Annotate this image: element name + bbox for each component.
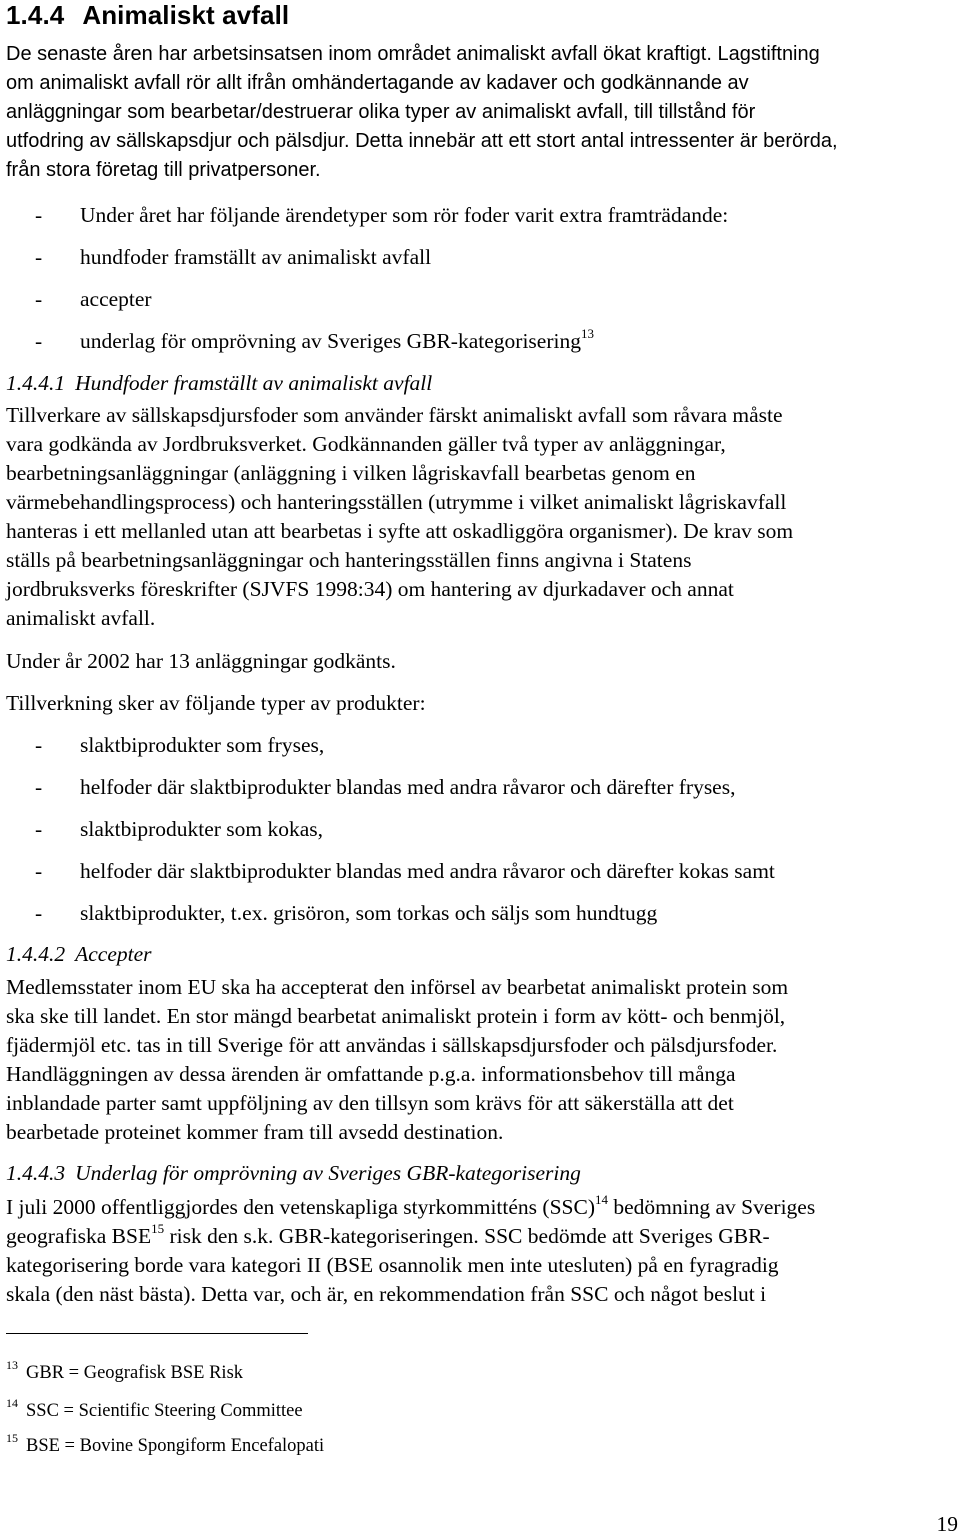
footnote-ref: 14 xyxy=(595,1191,608,1207)
footnote-number: 15 xyxy=(6,1430,18,1445)
paragraph-line: bearbetade proteinet kommer fram till avsedd destination. xyxy=(6,1120,504,1144)
list-item-text: slaktbiprodukter, t.ex. grisöron, som torkas och säljs som hundtugg xyxy=(80,901,658,925)
intro-line: anläggningar som bearbetar/destruerar olika typer av animaliskt avfall, till tillstånd för xyxy=(6,101,756,123)
list-item-label: underlag för omprövning av Sveriges GBR-kategorisering xyxy=(80,329,581,353)
list-dash: - xyxy=(35,901,43,925)
footnote xyxy=(6,1357,244,1385)
list-dash: - xyxy=(35,817,43,841)
footnote xyxy=(6,1430,325,1458)
footnote-text: SSC = Scientific Steering Committee xyxy=(26,1401,303,1421)
paragraph-line xyxy=(6,1193,958,1222)
subsection-heading xyxy=(6,940,152,969)
section-number: 1.4.4 xyxy=(6,0,65,30)
subsection-title: Underlag för omprövning av Sveriges GBR-kategorisering xyxy=(75,1161,581,1185)
paragraph-line: Handläggningen av dessa ärenden är omfattande p.g.a. informationsbehov till många xyxy=(6,1062,736,1086)
list-item-text: helfoder där slaktbiprodukter blandas med andra råvaror och därefter kokas samt xyxy=(80,859,775,883)
paragraph-line: värmebehandlingsprocess) och hanteringsställen (utrymme i vilket animaliskt lågriskavfall xyxy=(6,490,787,514)
list-dash: - xyxy=(35,203,43,227)
footnote-text: BSE = Bovine Spongiform Encefalopati xyxy=(26,1436,325,1456)
paragraph-line: fjädermjöl etc. tas in till Sverige för att användas i sällskapsdjursfoder och pälsdjursfoder. xyxy=(6,1033,778,1057)
subsection-title: Accepter xyxy=(75,942,152,966)
subsection-number: 1.4.4.3 xyxy=(6,1161,66,1185)
intro-paragraph xyxy=(6,40,958,185)
footnote xyxy=(6,1395,303,1423)
intro-line: utfodring av sällskapsdjur och pälsdjur. Detta innebär att ett stort antal intressenter är berörda, xyxy=(6,130,838,152)
paragraph-line: inblandade parter samt uppföljning av den tillsyn som krävs för att säkerställa att det xyxy=(6,1091,734,1115)
list-dash: - xyxy=(35,329,43,353)
subsection-number: 1.4.4.1 xyxy=(6,371,66,395)
subsection-number: 1.4.4.2 xyxy=(6,942,66,966)
paragraph xyxy=(6,1193,958,1309)
subsection-heading xyxy=(6,1159,581,1188)
list-item-text: helfoder där slaktbiprodukter blandas med andra råvaror och därefter fryses, xyxy=(80,775,736,799)
paragraph-line: kategorisering borde vara kategori II (BSE osannolik men inte utesluten) på en fyragradig xyxy=(6,1253,779,1277)
footnote-ref: 15 xyxy=(151,1220,165,1236)
footnote-text: GBR = Geografisk BSE Risk xyxy=(26,1363,244,1383)
footnote-ref: 13 xyxy=(580,325,594,341)
list-dash: - xyxy=(35,733,43,757)
list-dash: - xyxy=(35,287,43,311)
intro-line: från stora företag till privatpersoner. xyxy=(6,159,321,181)
list-item-text: slaktbiprodukter som kokas, xyxy=(80,817,324,841)
list-dash: - xyxy=(35,775,43,799)
paragraph-line xyxy=(6,1222,958,1251)
paragraph-line: animaliskt avfall. xyxy=(6,606,156,630)
paragraph-line: Tillverkning sker av följande typer av produkter: xyxy=(6,691,426,715)
list-item-text xyxy=(80,327,594,356)
subsection-heading xyxy=(6,369,432,398)
footnote-divider xyxy=(6,1333,308,1334)
section-heading xyxy=(6,0,289,31)
paragraph-line: jordbruksverks föreskrifter (SJVFS 1998:34) om hantering av djurkadaver och annat xyxy=(6,577,734,601)
page-number: 19 xyxy=(936,1512,958,1536)
list-dash: - xyxy=(35,245,43,269)
paragraph xyxy=(6,973,958,1147)
paragraph xyxy=(6,647,958,676)
text-run: I juli 2000 offentliggjordes den vetenskapliga styrkommitténs (SSC) xyxy=(6,1195,595,1219)
text-run: geografiska BSE xyxy=(6,1224,152,1248)
list-item-text: accepter xyxy=(80,287,152,311)
list-dash: - xyxy=(35,859,43,883)
paragraph-line: Tillverkare av sällskapsdjursfoder som använder färskt animaliskt avfall som råvara måste xyxy=(6,403,783,427)
list-item-text: Under året har följande ärendetyper som rör foder varit extra framträdande: xyxy=(80,203,729,227)
intro-line: om animaliskt avfall rör allt ifrån omhändertagande av kadaver och godkännande av xyxy=(6,72,749,94)
section-title: Animaliskt avfall xyxy=(82,0,290,30)
paragraph xyxy=(6,689,958,718)
paragraph-line: bearbetningsanläggningar (anläggning i vilken lågriskavfall bearbetas genom en xyxy=(6,461,696,485)
text-run: bedömning av Sveriges xyxy=(613,1195,816,1219)
paragraph-line: ska ske till landet. En stor mängd bearbetat animaliskt protein i form av kött- och benmjöl, xyxy=(6,1004,786,1028)
paragraph-line: Medlemsstater inom EU ska ha accepterat den införsel av bearbetat animaliskt protein som xyxy=(6,975,789,999)
list-item-text: hundfoder framställt av animaliskt avfall xyxy=(80,245,432,269)
list-item-text: slaktbiprodukter som fryses, xyxy=(80,733,325,757)
paragraph-line: vara godkända av Jordbruksverket. Godkännanden gäller två typer av anläggningar, xyxy=(6,432,726,456)
paragraph-line: hanteras i ett mellanled utan att bearbetas i syfte att oskadliggöra organismer). De krav som xyxy=(6,519,794,543)
paragraph xyxy=(6,401,958,633)
paragraph-line: ställs på bearbetningsanläggningar och hanteringsställen finns angivna i Statens xyxy=(6,548,692,572)
paragraph-line: skala (den näst bästa). Detta var, och är, en rekommendation från SSC och något beslut i xyxy=(6,1282,767,1306)
text-run: risk den s.k. GBR-kategoriseringen. SSC bedömde att Sveriges GBR- xyxy=(169,1224,770,1248)
subsection-title: Hundfoder framställt av animaliskt avfall xyxy=(75,371,433,395)
footnote-number: 13 xyxy=(6,1357,18,1372)
paragraph-line: Under år 2002 har 13 anläggningar godkänts. xyxy=(6,649,396,673)
intro-line: De senaste åren har arbetsinsatsen inom området animaliskt avfall ökat kraftigt. Lagstiftning xyxy=(6,43,820,65)
footnote-number: 14 xyxy=(6,1395,18,1410)
